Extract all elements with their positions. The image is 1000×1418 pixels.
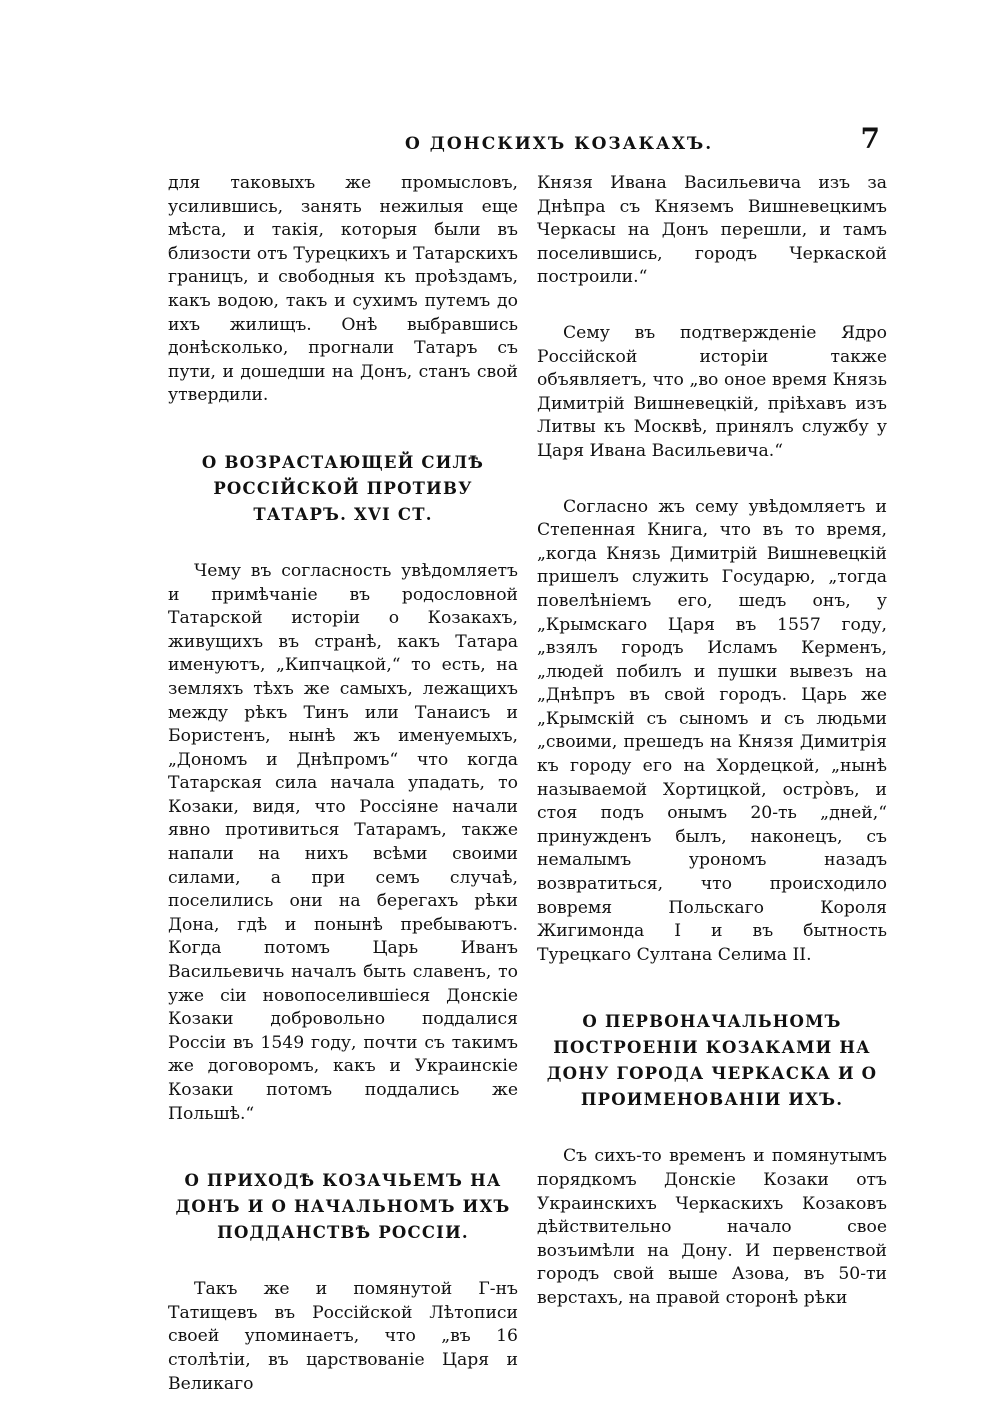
left-paragraph-3: Такъ же и помянутой Г-нъ Татищевъ въ Россійской Лѣтописи своей упоминаетъ, что „въ 16 столѣтіи, въ царствованіе Царя и Великаго [168,1279,518,1394]
left-section-heading-1: О ВОЗРАСТАЮЩЕЙ СИЛѢ РОССІЙСКОЙ ПРОТИВУ ТАТАРЪ. XVI СТ. [201,452,485,524]
running-title: О ДОНСКИХЪ КОЗАКАХЪ. [405,134,714,154]
right-paragraph-3: Согласно жъ сему увѣдомляетъ и Степенная Книга, что въ то время, „когда Князь Димитрій Вишневецкій пришелъ служить Государю, „тогда повелѣніемъ его, шедъ онъ, у „Крымскаго Царя въ 1557 году, „взялъ городъ Исламъ Керменъ, „людей побилъ и пушки вывезъ на „Днѣпръ въ свой городъ. Царь же „Крымскій съ сыномъ и съ людьми „своими, прешедъ на Князя Димитрія къ городу его на Хордецкой, „нынѣ называемой Хортицкой, острòвъ, и стоя подъ онымъ 20-ть „дней,“ принужденъ былъ, наконецъ, съ немалымъ урономъ назадъ возвратиться, что происходило вовремя Польскаго Короля Жигимонда I и въ бытность Турецкаго Султана Селима II. [537,496,887,965]
right-paragraph-2: Сему въ подтвержденіе Ядро Россійской исторіи также объявляетъ, что „во оное время Князь Димитрій Вишневецкій, пріѣхавъ изъ Литвы къ Москвѣ, принялъ службу у Царя Ивана Васильевича.“ [537,322,887,461]
right-column [537,172,887,1311]
right-paragraph-4: Съ сихъ-то временъ и помянутымъ порядкомъ Донскіе Козаки отъ Украинскихъ Черкаскихъ Козаковъ дѣйствительно начало свое возъимѣли на Дону. И первенствой городъ свой выше Азова, въ 50-ти верстахъ, на правой сторонѣ рѣки [537,1146,887,1308]
right-paragraph-1: Князя Ивана Васильевича изъ за Днѣпра съ Княземъ Вишневецкимъ Черкасы на Донъ перешли, и тамъ поселившись, городъ Черкаской построили.“ [537,173,887,288]
page-number: 7 [860,122,880,155]
left-paragraph-1: для таковыхъ же промысловъ, усилившись, занять нежилыя еще мѣста, и такія, которыя были въ близости отъ Турецкихъ и Татарскихъ границъ, и свободныя къ проѣздамъ, какъ водою, такъ и сухимъ путемъ до ихъ жилищъ. Онѣ выбравшись донѣсколько, прогнали Татаръ съ пути, и дошедши на Донъ, станъ свой утвердили. [168,173,518,406]
left-section-heading-2: О ПРИХОДѢ КОЗАЧЬЕМЪ НА ДОНЪ И О НАЧАЛЬНОМЪ ИХЪ ПОДДАНСТВѢ РОССІИ. [175,1171,511,1243]
right-section-heading-1: О ПЕРВОНАЧАЛЬНОМЪ ПОСТРОЕНІИ КОЗАКАМИ НА ДОНУ ГОРОДА ЧЕРКАСКА И О ПРОИМЕНОВАНІИ ИХЪ. [546,1012,878,1110]
left-paragraph-2: Чему въ согласность увѣдомляетъ и примѣчаніе въ родословной Татарской исторіи о Козакахъ, живущихъ въ странѣ, какъ Татара именуютъ, „Кипчацкой,“ то есть, на земляхъ тѣхъ же самыхъ, лежащихъ между рѣкъ Тинъ или Танаисъ и Бористенъ, нынѣ жъ именуемыхъ, „Дономъ и Днѣпромъ“ что когда Татарская сила начала упадать, то Козаки, видя, что Россіяне начали явно противиться Татарамъ, также напали на нихъ всѣми своими силами, а при семъ случаѣ, поселились они на берегахъ рѣки Дона, гдѣ и понынѣ пребываютъ. Когда потомъ Царь Иванъ Васильевичь началъ быть славенъ, то уже сіи новопоселившіеся Донскіе Козаки добровольно поддалися Россіи въ 1549 году, почти съ такимъ же договоромъ, какъ и Украинскіе Козаки потомъ поддались же Польшѣ.“ [168,560,518,1124]
left-column [168,172,518,1396]
page-header [160,122,880,162]
